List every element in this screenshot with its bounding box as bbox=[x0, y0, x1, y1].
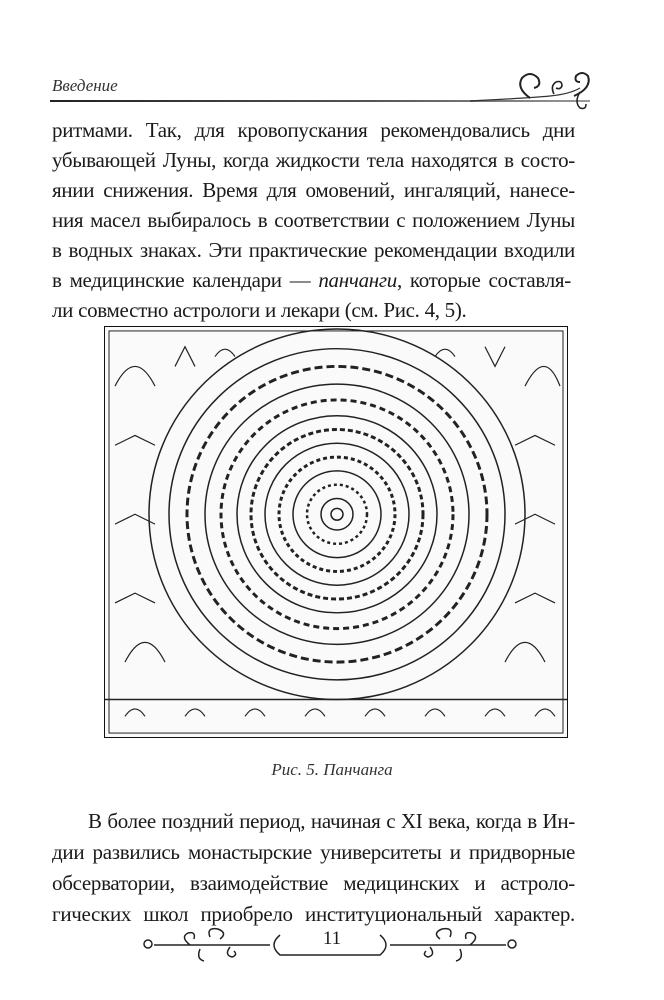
text-line: янии снижения. Время для омовений, ингаляций, нанесе- bbox=[52, 178, 575, 202]
text-span: в медицинские календари — bbox=[52, 268, 319, 292]
text-line: ритмами. Так, для кровопускания рекомендовались дни bbox=[52, 118, 575, 142]
text-line: в водных знаках. Эти практические рекомендации входили bbox=[52, 238, 575, 262]
text-line: гических школ приобрело институциональный характер. bbox=[52, 902, 575, 926]
text-line: ния масел выбиралось в соответствии с положением Луны bbox=[52, 208, 575, 232]
text-line: обсерватории, взаимодействие медицинских и астроло- bbox=[52, 871, 575, 895]
panchanga-figure bbox=[104, 326, 568, 738]
term-panchangi: панчанги bbox=[318, 268, 397, 292]
text-line: В более поздний период, начиная с XI века, когда в Ин- bbox=[88, 809, 575, 833]
page-number: 11 bbox=[322, 928, 342, 949]
text-line bbox=[52, 268, 575, 292]
text-span: , которые составля- bbox=[397, 268, 571, 292]
panchanga-illustration bbox=[105, 327, 567, 737]
header-flourish-icon bbox=[470, 68, 600, 116]
text-line: дии развились монастырские университеты и придворные bbox=[52, 840, 575, 864]
text-line: убывающей Луны, когда жидкости тела находятся в состо- bbox=[52, 148, 575, 172]
running-header: Введение bbox=[52, 76, 118, 95]
text-line: ли совместно астрологи и лекари (см. Рис. 4, 5). bbox=[52, 298, 467, 322]
figure-caption: Рис. 5. Панчанга bbox=[271, 760, 393, 779]
